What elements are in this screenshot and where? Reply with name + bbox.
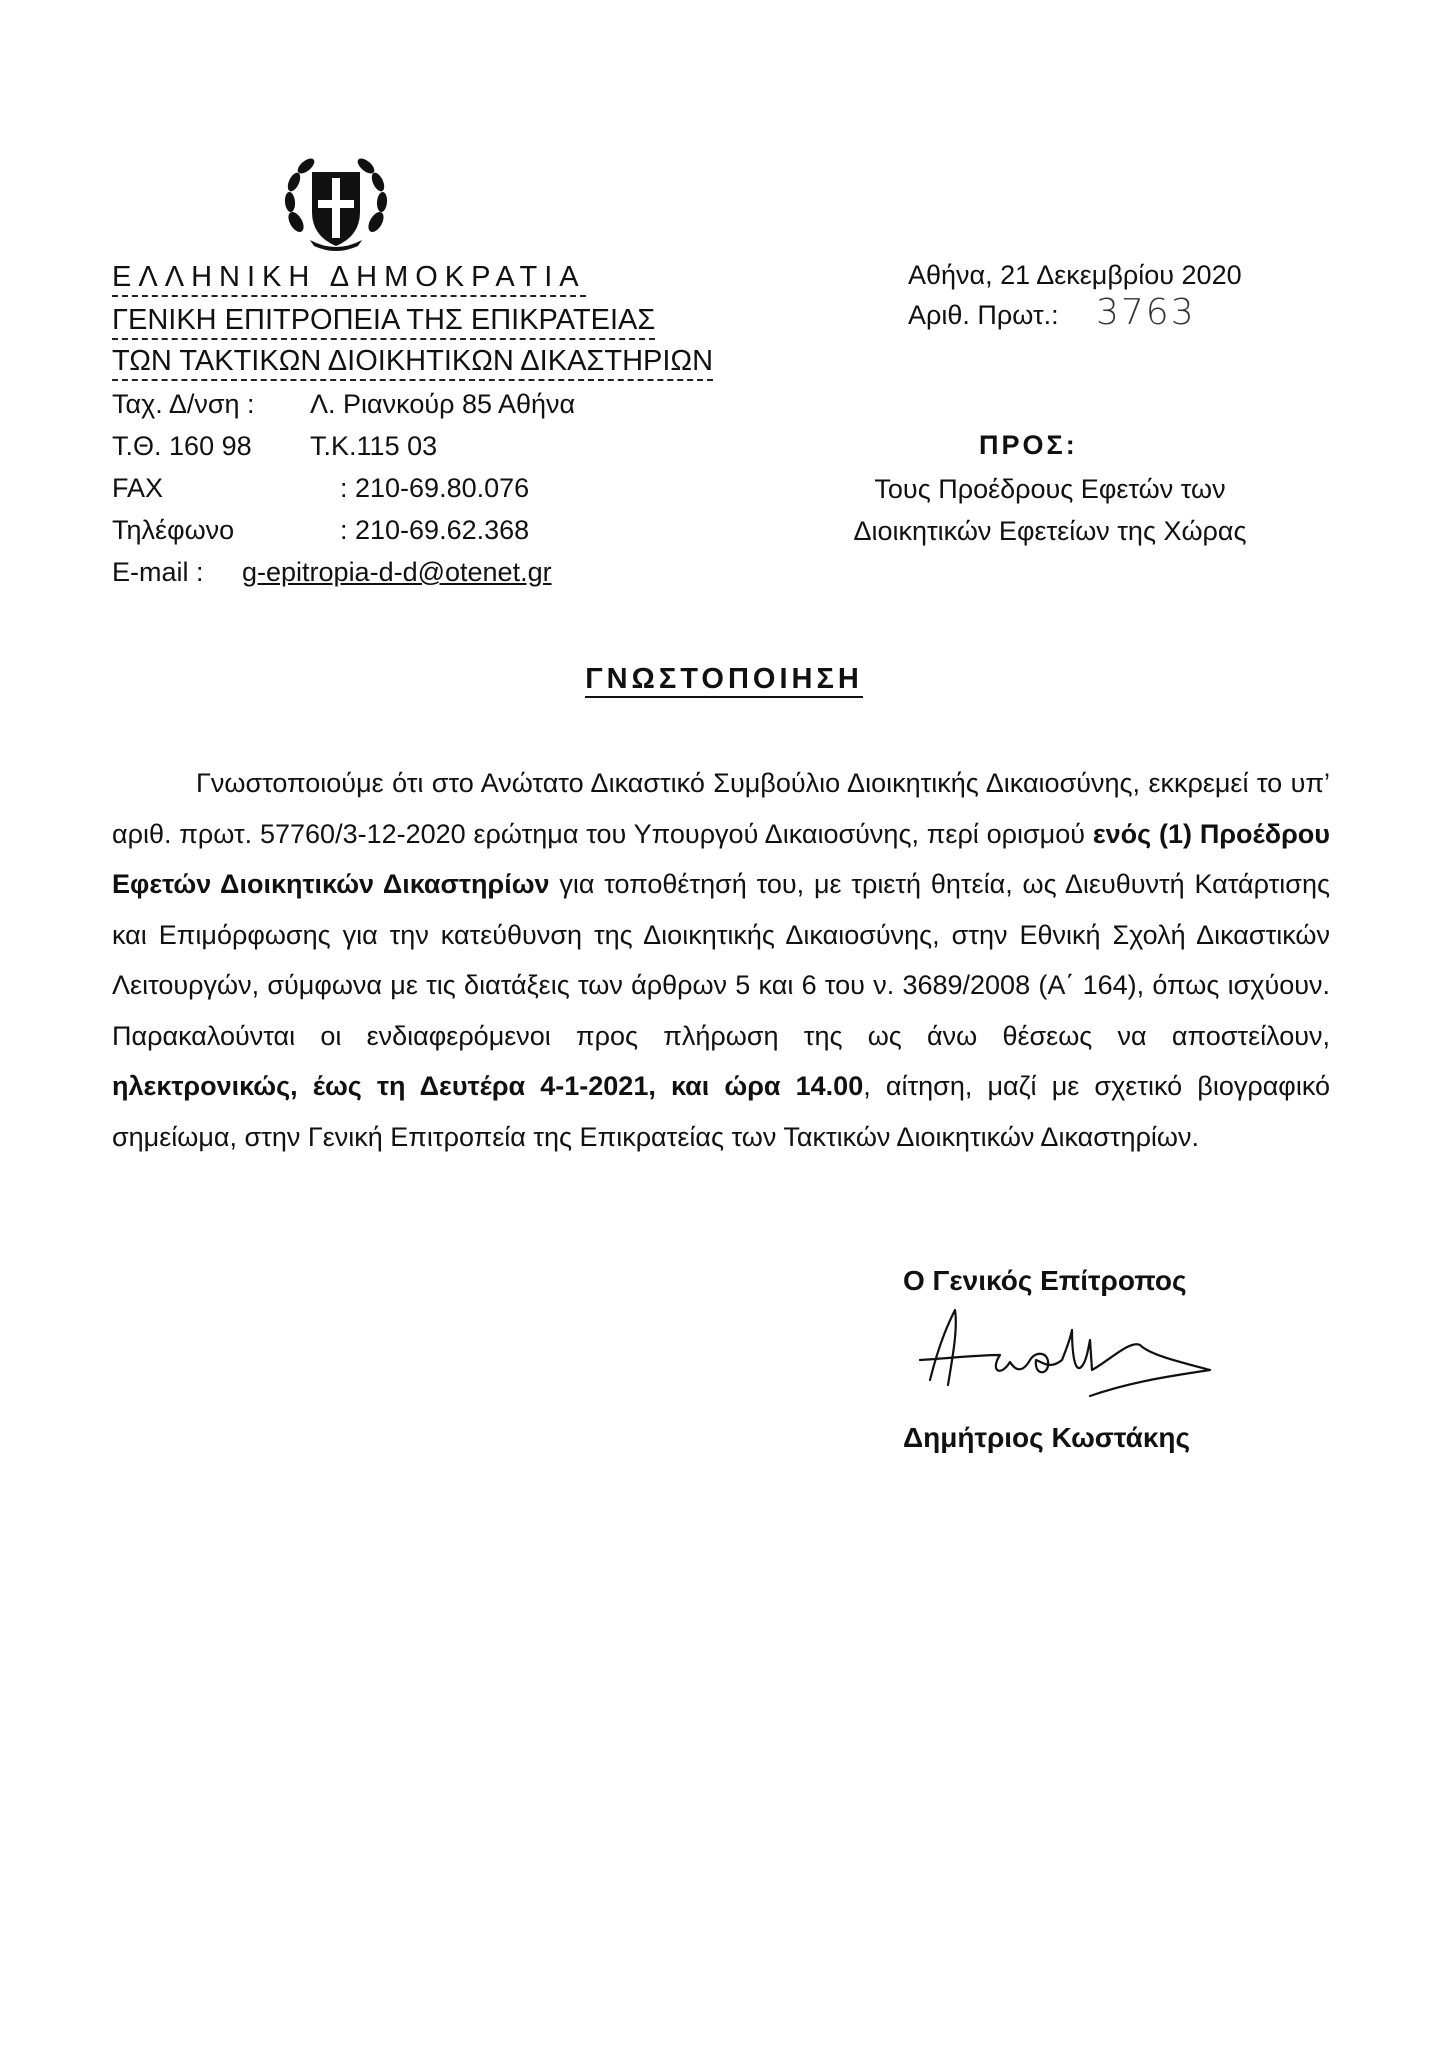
address-label: Ταχ. Δ/νση : [112, 389, 255, 419]
handwritten-signature-icon [910, 1300, 1230, 1415]
recipient-heading: ΠΡΟΣ: [979, 430, 1078, 460]
greek-state-emblem-icon [282, 150, 390, 258]
email-label: E-mail : [112, 557, 204, 587]
body-part-3: , αίτηση, μαζί με σχετικό βιογραφικό σημείωμα, στην Γενική Επιτροπεία της Επικρατείας των Τακτικών Διοικητικών Δικαστηρίων. [112, 1071, 1331, 1152]
subject-text: ΓΝΩΣΤΟΠΟΙΗΣΗ [585, 663, 863, 698]
body-part-2: για τοποθέτησή του, με τριετή θητεία, ως Διευθυντή Κατάρτισης και Επιμόρφωσης για την κατεύθυνση της Διοικητικής Δικαιοσύνης, στην Εθνική Σχολή Δικαστικών Λειτουργών, σύμφωνα με τις διατάξεις των άρθρων 5 και 6 του ν. 3689/2008 (Α΄ 164), όπως ισχύουν. Παρακαλούνται οι ενδιαφερόμενοι προς πλήρωση της ως άνω θέσεως να αποστείλουν, [112, 869, 1330, 1051]
header-authority-line2: ΤΩΝ ΤΑΚΤΙΚΩΝ ΔΙΟΙΚΗΤΙΚΩΝ ΔΙΚΑΣΤΗΡΙΩΝ [112, 344, 713, 381]
phone-label: Τηλέφωνο [112, 515, 235, 545]
recipient-text: Τους Προέδρους Εφετών των Διοικητικών Εφετείων της Χώρας [853, 474, 1247, 546]
phone-value: : 210-69.62.368 [340, 515, 530, 545]
body-bold-deadline: ηλεκτρονικώς, έως τη Δευτέρα 4-1-2021, και ώρα 14.00 [112, 1071, 864, 1101]
address-value: Λ. Ριανκούρ 85 Αθήνα [310, 389, 576, 419]
document-subject [0, 663, 1448, 696]
email-value[interactable] [242, 556, 552, 588]
header-authority: ΓΕΝΙΚΗ ΕΠΙΤΡΟΠΕΙΑ ΤΗΣ ΕΠΙΚΡΑΤΕΙΑΣ [112, 303, 655, 340]
fax-label: FAX [112, 473, 164, 503]
postal-code: Τ.Κ.115 03 [310, 431, 438, 461]
body-paragraph [112, 758, 1330, 1162]
protocol-label: Αριθ. Πρωτ.: [908, 300, 1059, 330]
signatory-title: Ο Γενικός Επίτροπος [903, 1265, 1187, 1296]
po-box: Τ.Θ. 160 98 [112, 431, 252, 461]
protocol-number: 3763 [1096, 292, 1196, 333]
body-bold-position: ενός (1) Προέδρου Εφετών Διοικητικών Δικαστηρίων [112, 818, 1330, 899]
email-link[interactable]: g-epitropia-d-d@otenet.gr [242, 557, 552, 587]
fax-value: : 210-69.80.076 [340, 473, 530, 503]
body-part-1: Γνωστοποιούμε ότι στο Ανώτατο Δικαστικό Συμβούλιο Διοικητικής Δικαιοσύνης, εκκρεμεί το υπ’ αριθ. πρωτ. 57760/3-12-2020 ερώτημα του Υπουργού Δικαιοσύνης, περί ορισμού [112, 768, 1330, 849]
header-country: ΕΛΛΗΝΙΚΗ ΔΗΜΟΚΡΑΤΙΑ [112, 260, 586, 297]
document-date: Αθήνα, 21 Δεκεμβρίου 2020 [908, 260, 1242, 290]
signatory-name: Δημήτριος Κωστάκης [903, 1422, 1191, 1453]
